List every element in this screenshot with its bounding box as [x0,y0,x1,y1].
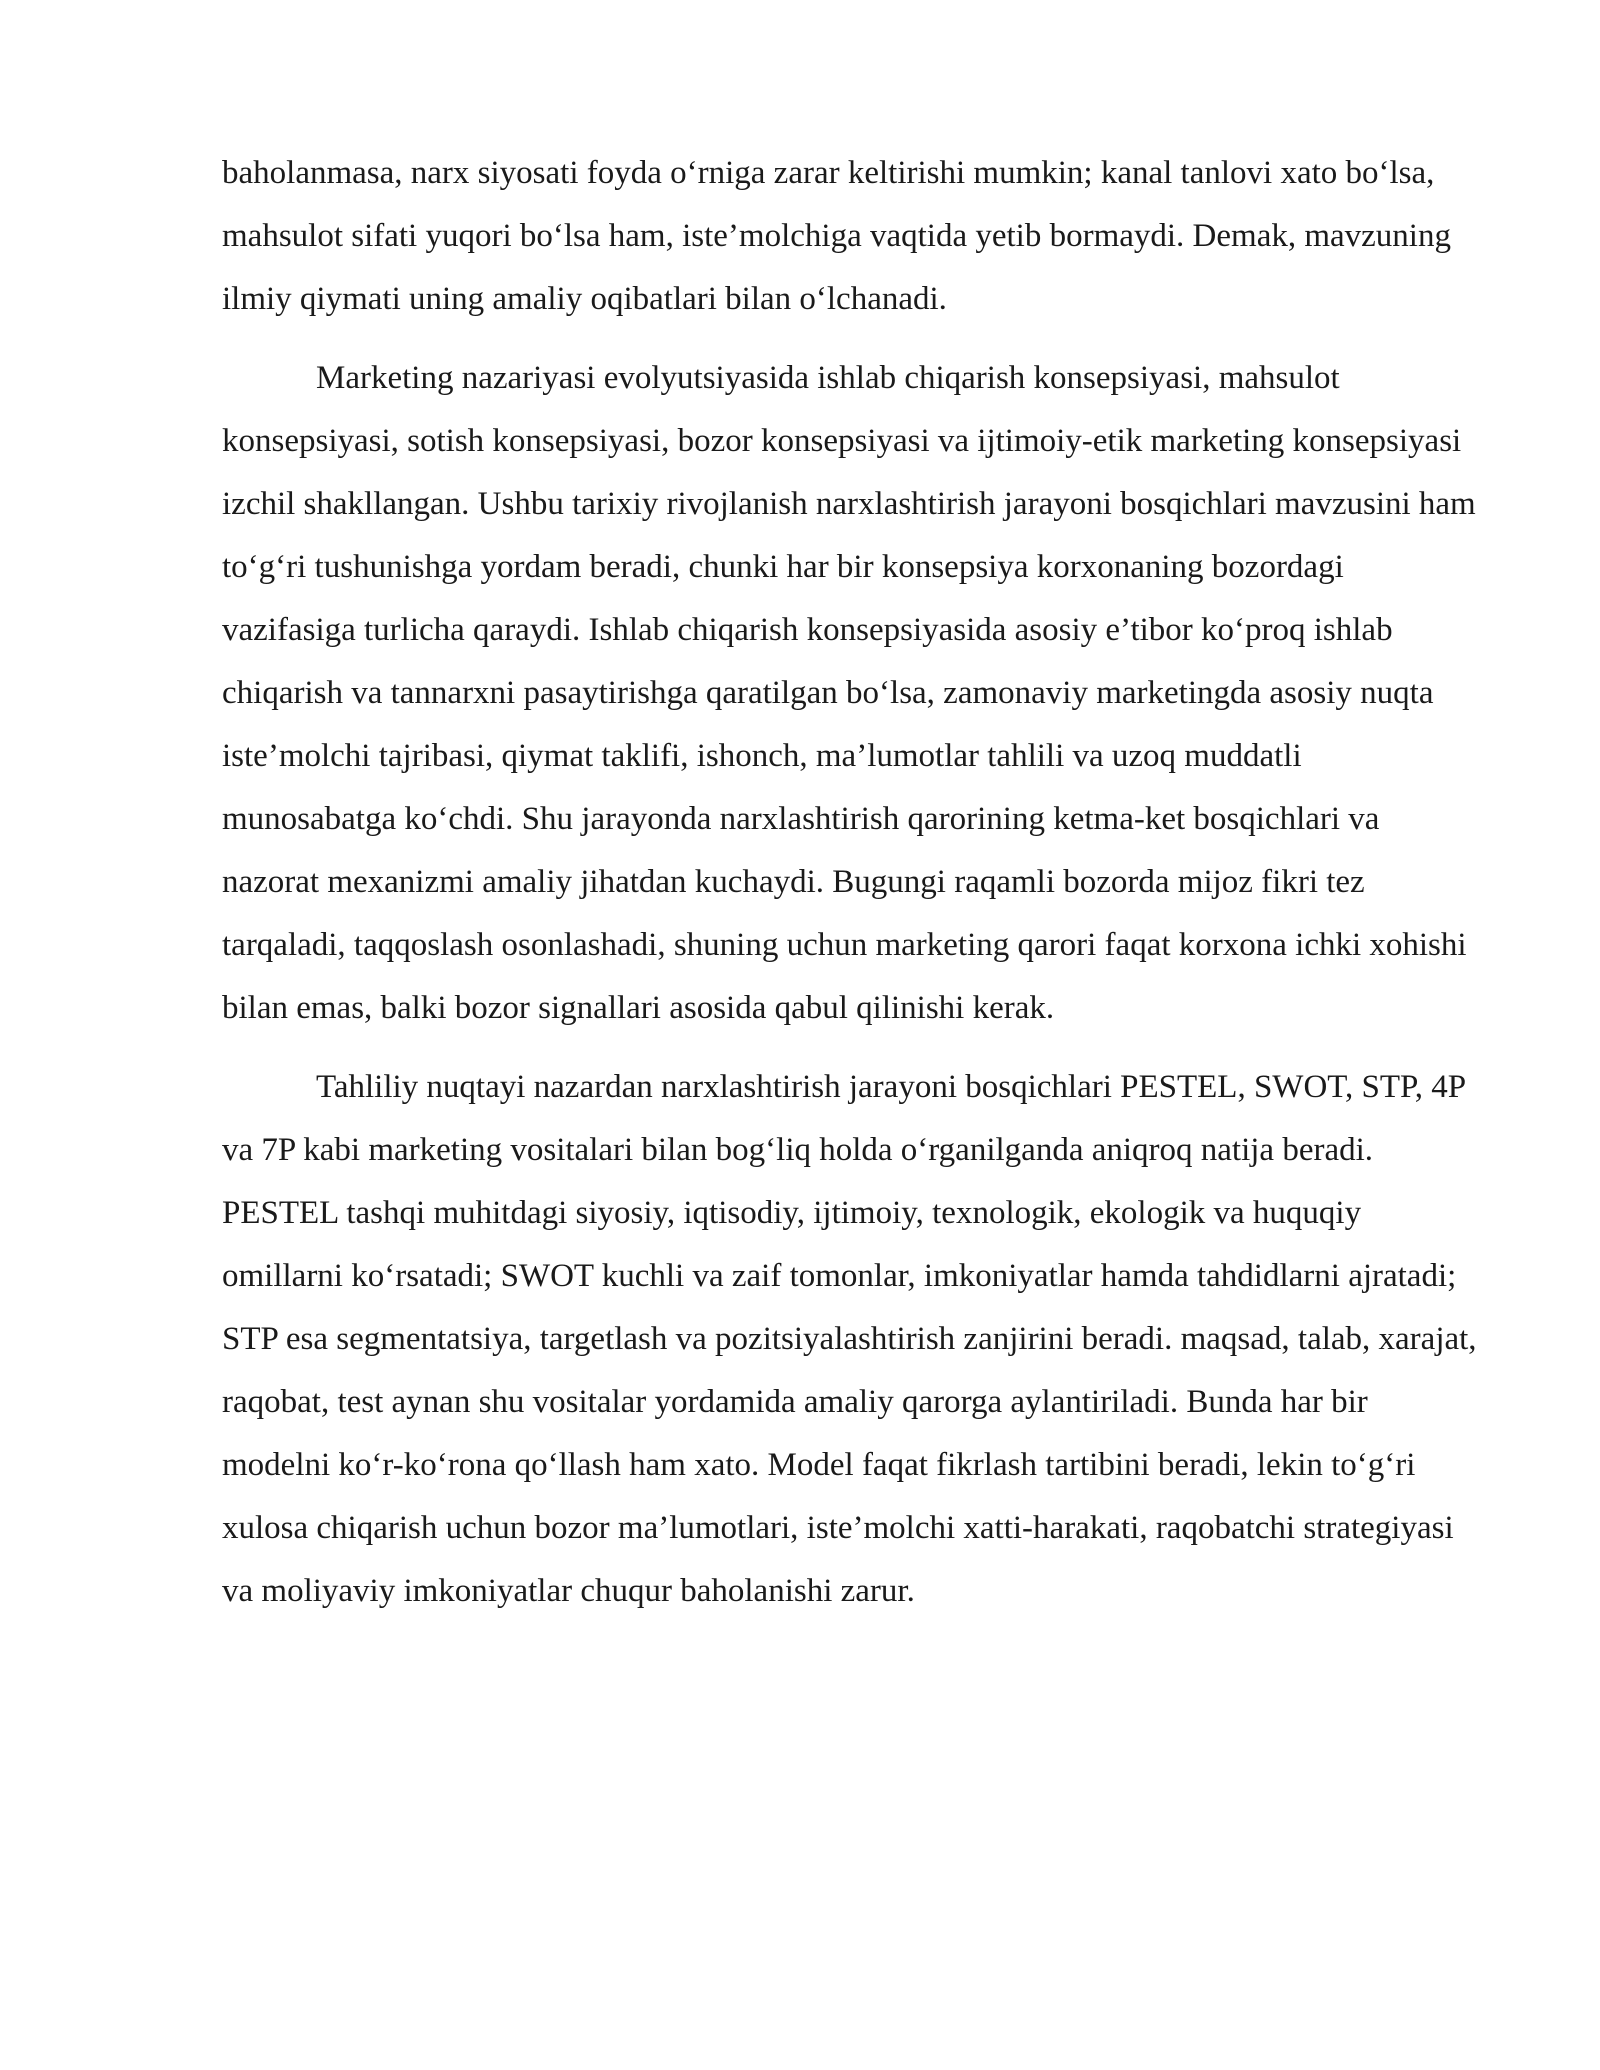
paragraph-3: Tahliliy nuqtayi nazardan narxlashtirish jarayoni bosqichlari PESTEL, SWOT, STP, 4P va 7P kabi marketing vositalari bilan bog‘liq holda o‘rganilganda aniqroq natija beradi. PESTEL tashqi muhitdagi siyosiy, iqtisodiy, ijtimoiy, texnologik, ekologik va huquqiy omillarni ko‘rsatadi; SWOT kuchli va zaif tomonlar, imkoniyatlar hamda tahdidlarni ajratadi; STP esa segmentatsiya, targetlash va pozitsiyalashtirish zanjirini beradi. maqsad, talab, xarajat, raqobat, test aynan shu vositalar yordamida amaliy qarorga aylantiriladi. Bunda har bir modelni ko‘r-ko‘rona qo‘llash ham xato. Model faqat fikrlash tartibini beradi, lekin to‘g‘ri xulosa chiqarish uchun bozor ma’lumotlari, iste’molchi xatti-harakati, raqobatchi strategiyasi va moliyaviy imkoniyatlar chuqur baholanishi zarur. [222,1069,1477,1609]
paragraph-2: Marketing nazariyasi evolyutsiyasida ishlab chiqarish konsepsiyasi, mahsulot konsepsiyasi, sotish konsepsiyasi, bozor konsepsiyasi va ijtimoiy-etik marketing konsepsiyasi izchil shakllangan. Ushbu tarixiy rivojlanish narxlashtirish jarayoni bosqichlari mavzusini ham to‘g‘ri tushunishga yordam beradi, chunki har bir konsepsiya korxonaning bozordagi vazifasiga turlicha qaraydi. Ishlab chiqarish konsepsiyasida asosiy e’tibor ko‘proq ishlab chiqarish va tannarxni pasaytirishga qaratilgan bo‘lsa, zamonaviy marketingda asosiy nuqta iste’molchi tajribasi, qiymat taklifi, ishonch, ma’lumotlar tahlili va uzoq muddatli munosabatga ko‘chdi. Shu jarayonda narxlashtirish qarorining ketma-ket bosqichlari va nazorat mexanizmi amaliy jihatdan kuchaydi. Bugungi raqamli bozorda mijoz fikri tez tarqaladi, taqqoslash osonlashadi, shuning uchun marketing qarori faqat korxona ichki xohishi bilan emas, balki bozor signallari asosida qabul qilinishi kerak. [222,360,1476,1026]
body-text [222,142,1478,1623]
paragraph-1: baholanmasa, narx siyosati foyda o‘rniga zarar keltirishi mumkin; kanal tanlovi xato bo‘lsa, mahsulot sifati yuqori bo‘lsa ham, iste’molchiga vaqtida yetib bormaydi. Demak, mavzuning ilmiy qiymati uning amaliy oqibatlari bilan o‘lchanadi. [222,155,1451,317]
